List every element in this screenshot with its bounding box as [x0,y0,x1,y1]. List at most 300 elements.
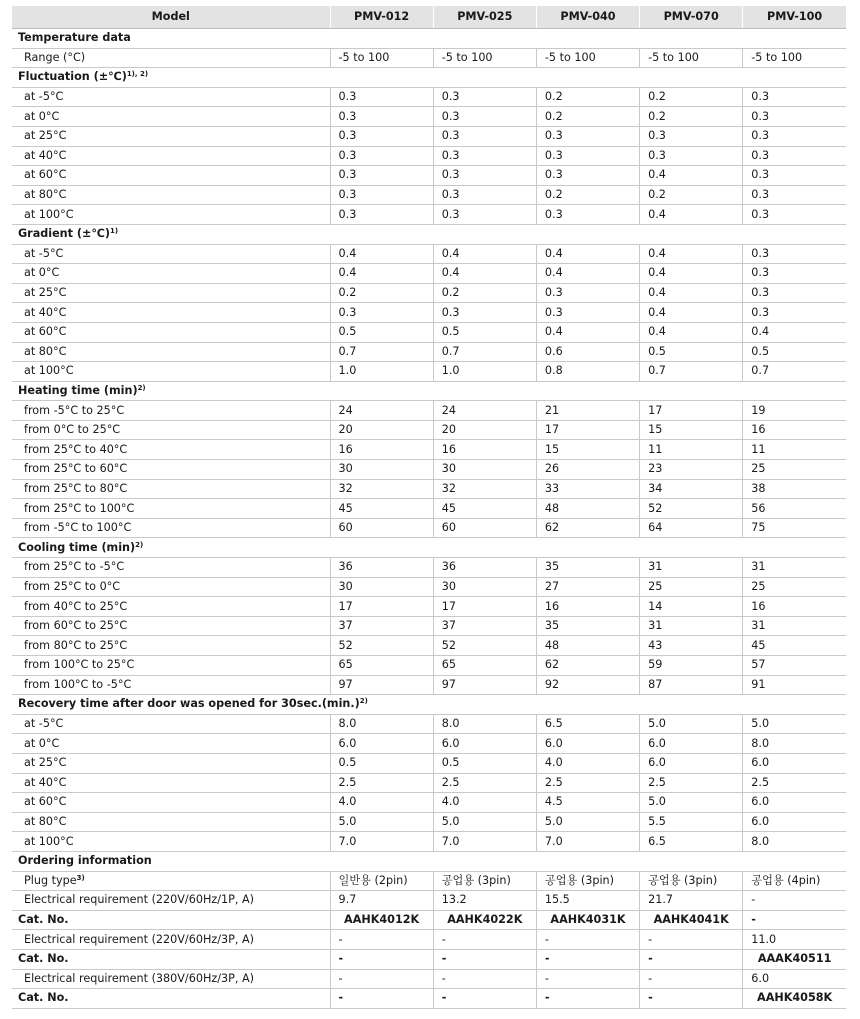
section-title-text: Heating time (min) [18,383,138,397]
value-cell: 45 [433,499,536,519]
value-cell: 87 [640,675,743,695]
value-cell: 0.3 [330,205,433,225]
value-cell: 0.4 [640,322,743,342]
value-cell: 0.3 [330,303,433,323]
row-label [12,420,330,440]
value-cell: 0.4 [536,244,639,264]
value-cell: 4.0 [330,793,433,813]
value-cell: 0.3 [433,166,536,186]
table-row [12,714,846,734]
value-cell: - [330,949,433,969]
value-cell: 31 [640,558,743,578]
row-label [12,675,330,695]
footnote-marker: 1) [110,227,119,236]
footnote-marker: 3) [76,873,85,882]
value-cell: 32 [330,479,433,499]
table-row [12,891,846,911]
row-label-text: at 0°C [24,736,60,750]
value-cell: 30 [433,577,536,597]
table-row [12,362,846,382]
row-label [12,616,330,636]
value-cell: 11.0 [743,930,846,950]
row-label-text: at 80°C [24,188,67,202]
section-title [12,695,846,715]
row-label [12,322,330,342]
value-cell: 0.3 [743,146,846,166]
value-cell: -5 to 100 [536,48,639,68]
value-cell: 33 [536,479,639,499]
value-cell: 5.0 [640,714,743,734]
row-label-text: at 40°C [24,305,67,319]
row-label [12,597,330,617]
footnote-marker: 2) [359,697,368,706]
header-model-4: PMV-070 [640,6,743,29]
row-label-text: Cat. No. [18,952,69,966]
row-label-text: at -5°C [24,90,64,104]
section-title-text: Recovery time after door was opened for 30sec.(min.) [18,697,360,711]
value-cell: 13.2 [433,891,536,911]
value-cell: 30 [433,460,536,480]
value-cell: 0.3 [743,264,846,284]
table-row [12,499,846,519]
table-row [12,185,846,205]
value-cell: 17 [536,420,639,440]
value-cell: 2.5 [433,773,536,793]
row-label-text: at 100°C [24,364,74,378]
value-cell: 56 [743,499,846,519]
row-label [12,714,330,734]
row-label-text: from 80°C to 25°C [24,638,128,652]
row-label [12,949,330,969]
value-cell: 0.4 [330,244,433,264]
value-cell: 0.2 [536,185,639,205]
value-cell: 0.4 [536,322,639,342]
value-cell: 5.0 [330,812,433,832]
value-cell: 35 [536,616,639,636]
value-cell: 65 [330,656,433,676]
value-cell: 0.5 [640,342,743,362]
value-cell: 0.3 [433,303,536,323]
value-cell: 6.0 [743,969,846,989]
value-cell: 24 [330,401,433,421]
cat-no-row [12,910,846,930]
row-label [12,166,330,186]
value-cell: 16 [743,420,846,440]
value-cell: 0.3 [640,146,743,166]
value-cell: 31 [640,616,743,636]
value-cell: 2.5 [330,773,433,793]
value-cell: 0.7 [743,362,846,382]
value-cell: 0.3 [536,283,639,303]
value-cell: 30 [330,577,433,597]
cat-no-row [12,989,846,1009]
value-cell: - [640,949,743,969]
value-cell: - [330,930,433,950]
value-cell: 23 [640,460,743,480]
table-row [12,460,846,480]
value-cell: - [536,969,639,989]
value-cell: - [536,989,639,1009]
value-cell: 30 [330,460,433,480]
table-row [12,244,846,264]
value-cell: 0.3 [743,283,846,303]
row-label-text: at 100°C [24,207,74,221]
row-label-text: Electrical requirement (220V/60Hz/1P, A) [24,893,254,907]
cat-no-row [12,949,846,969]
section-row [12,68,846,88]
section-row [12,538,846,558]
value-cell: 25 [640,577,743,597]
table-row [12,675,846,695]
row-label [12,518,330,538]
value-cell: 6.0 [536,734,639,754]
footnote-marker: 1), 2) [126,70,149,79]
table-row [12,283,846,303]
value-cell: 6.0 [743,753,846,773]
value-cell: 7.0 [330,832,433,852]
value-cell: 36 [433,558,536,578]
row-label-text: from 40°C to 25°C [24,599,128,613]
value-cell: 15 [536,440,639,460]
table-row [12,812,846,832]
value-cell: 21.7 [640,891,743,911]
value-cell: 24 [433,401,536,421]
value-cell: - [536,930,639,950]
row-label-text: at 60°C [24,795,67,809]
row-label [12,832,330,852]
table-row [12,636,846,656]
value-cell: 4.0 [536,753,639,773]
value-cell: 16 [743,597,846,617]
value-cell: - [640,969,743,989]
value-cell: 5.0 [640,793,743,813]
value-cell: 0.4 [640,283,743,303]
row-label-text: Cat. No. [18,913,69,927]
row-label [12,401,330,421]
row-label-text: from 25°C to 80°C [24,481,128,495]
value-cell: - [433,989,536,1009]
section-row [12,29,846,49]
value-cell: 15.5 [536,891,639,911]
value-cell: 0.3 [330,107,433,127]
value-cell: 0.4 [743,322,846,342]
value-cell: 6.5 [640,832,743,852]
table-row [12,420,846,440]
row-label [12,48,330,68]
value-cell: 27 [536,577,639,597]
header-model-5: PMV-100 [743,6,846,29]
value-cell: 14 [640,597,743,617]
value-cell: 0.3 [433,126,536,146]
section-row [12,851,846,871]
table-row [12,303,846,323]
row-label-text: from 100°C to 25°C [24,658,135,672]
value-cell: 19 [743,401,846,421]
row-label-text: from -5°C to 100°C [24,521,132,535]
value-cell: 0.3 [330,126,433,146]
value-cell: 0.3 [433,87,536,107]
value-cell: 8.0 [330,714,433,734]
table-row [12,773,846,793]
table-row [12,558,846,578]
section-title-text: Temperature data [18,31,131,45]
row-label-text: from 60°C to 25°C [24,619,128,633]
table-row [12,401,846,421]
value-cell: 60 [433,518,536,538]
value-cell: 20 [330,420,433,440]
value-cell: 31 [743,558,846,578]
value-cell: 2.5 [743,773,846,793]
section-row [12,224,846,244]
row-label [12,969,330,989]
row-label [12,871,330,891]
value-cell: 0.2 [433,283,536,303]
value-cell: 0.4 [536,264,639,284]
value-cell: 6.0 [640,734,743,754]
row-label [12,636,330,656]
table-row [12,871,846,891]
value-cell: 32 [433,479,536,499]
section-title [12,538,846,558]
value-cell: - [536,949,639,969]
value-cell: - [433,969,536,989]
value-cell: 17 [640,401,743,421]
value-cell: 15 [640,420,743,440]
value-cell: 37 [433,616,536,636]
row-label [12,793,330,813]
value-cell: 0.3 [743,205,846,225]
value-cell: 2.5 [536,773,639,793]
table-row [12,753,846,773]
value-cell: 6.0 [743,793,846,813]
value-cell: 37 [330,616,433,636]
table-row [12,616,846,636]
row-label [12,87,330,107]
table-row [12,597,846,617]
value-cell: 4.0 [433,793,536,813]
value-cell: 0.2 [640,87,743,107]
value-cell: 0.3 [743,87,846,107]
value-cell: 1.0 [330,362,433,382]
value-cell: 0.2 [536,107,639,127]
value-cell: -5 to 100 [743,48,846,68]
value-cell: 62 [536,518,639,538]
row-label [12,146,330,166]
value-cell: 7.0 [536,832,639,852]
value-cell: 0.3 [743,166,846,186]
row-label [12,910,330,930]
row-label-text: at -5°C [24,246,64,260]
value-cell: 0.3 [330,185,433,205]
row-label-text: at 0°C [24,266,60,280]
value-cell: 91 [743,675,846,695]
value-cell: 0.7 [433,342,536,362]
row-label-text: Electrical requirement (220V/60Hz/3P, A) [24,932,254,946]
row-label [12,773,330,793]
row-label-text: from 25°C to 100°C [24,501,135,515]
value-cell: AAHK4012K [330,910,433,930]
section-row [12,381,846,401]
value-cell: 16 [433,440,536,460]
row-label [12,753,330,773]
value-cell: 0.3 [536,146,639,166]
row-label-text: from 100°C to -5°C [24,677,132,691]
section-title [12,224,846,244]
value-cell: 0.4 [640,205,743,225]
row-label-text: at 60°C [24,168,67,182]
row-label-text: at -5°C [24,717,64,731]
value-cell: 공업용 (4pin) [743,871,846,891]
footnote-marker: 2) [135,540,144,549]
value-cell: 2.5 [640,773,743,793]
section-row [12,695,846,715]
row-label-text: from -5°C to 25°C [24,403,125,417]
value-cell: 16 [330,440,433,460]
table-row [12,342,846,362]
value-cell: 4.5 [536,793,639,813]
row-label-text: at 40°C [24,775,67,789]
value-cell: 7.0 [433,832,536,852]
value-cell: 0.4 [330,264,433,284]
table-row [12,107,846,127]
row-label [12,342,330,362]
value-cell: 0.3 [330,166,433,186]
value-cell: 0.7 [330,342,433,362]
value-cell: - [433,930,536,950]
value-cell: 0.5 [330,322,433,342]
value-cell: -5 to 100 [640,48,743,68]
row-label-text: at 60°C [24,325,67,339]
value-cell: 0.3 [433,107,536,127]
value-cell: 0.3 [536,126,639,146]
value-cell: - [330,969,433,989]
value-cell: 일반용 (2pin) [330,871,433,891]
row-label-text: from 0°C to 25°C [24,423,121,437]
table-row [12,479,846,499]
row-label [12,558,330,578]
value-cell: 11 [640,440,743,460]
value-cell: 0.4 [640,303,743,323]
value-cell: 17 [433,597,536,617]
row-label [12,656,330,676]
value-cell: 0.3 [536,166,639,186]
row-label-text: at 25°C [24,286,67,300]
row-label-text: from 25°C to 60°C [24,462,128,476]
value-cell: 0.4 [433,264,536,284]
table-row [12,969,846,989]
row-label-text: from 25°C to 40°C [24,442,128,456]
table-row [12,930,846,950]
row-label-text: at 100°C [24,834,74,848]
value-cell: - [743,910,846,930]
value-cell: 43 [640,636,743,656]
row-label [12,499,330,519]
table-row [12,205,846,225]
value-cell: 97 [330,675,433,695]
row-label-text: at 40°C [24,148,67,162]
value-cell: 65 [433,656,536,676]
row-label [12,244,330,264]
table-row [12,322,846,342]
row-label-text: Range (°C) [24,50,86,64]
value-cell: 0.3 [640,126,743,146]
value-cell: 6.0 [743,812,846,832]
value-cell: 0.3 [743,244,846,264]
value-cell: 0.5 [743,342,846,362]
value-cell: 34 [640,479,743,499]
section-title-text: Ordering information [18,854,152,868]
row-label [12,577,330,597]
spec-body [12,29,846,1009]
section-title-text: Fluctuation (±℃) [18,70,127,84]
row-label [12,264,330,284]
value-cell: 0.3 [330,146,433,166]
row-label [12,460,330,480]
value-cell: 5.0 [536,812,639,832]
footnote-marker: 2) [137,383,146,392]
value-cell: 0.7 [640,362,743,382]
value-cell: -5 to 100 [330,48,433,68]
value-cell: 5.5 [640,812,743,832]
value-cell: 0.5 [433,753,536,773]
value-cell: 25 [743,577,846,597]
value-cell: 9.7 [330,891,433,911]
value-cell: 38 [743,479,846,499]
value-cell: 31 [743,616,846,636]
value-cell: 8.0 [743,734,846,754]
value-cell: 공업용 (3pin) [536,871,639,891]
table-row [12,126,846,146]
value-cell: 52 [640,499,743,519]
table-row [12,656,846,676]
value-cell: 21 [536,401,639,421]
row-label [12,891,330,911]
value-cell: - [743,891,846,911]
value-cell: AAAK40511 [743,949,846,969]
value-cell: 97 [433,675,536,695]
row-label [12,362,330,382]
header-model-3: PMV-040 [536,6,639,29]
value-cell: 6.0 [433,734,536,754]
value-cell: 공업용 (3pin) [433,871,536,891]
value-cell: 0.4 [640,264,743,284]
table-row [12,518,846,538]
value-cell: 0.3 [536,303,639,323]
value-cell: 5.0 [743,714,846,734]
table-row [12,793,846,813]
row-label [12,126,330,146]
row-label [12,185,330,205]
section-title [12,29,846,49]
table-row [12,87,846,107]
table-row [12,734,846,754]
row-label-text: Electrical requirement (380V/60Hz/3P, A) [24,971,254,985]
value-cell: - [640,989,743,1009]
value-cell: 17 [330,597,433,617]
value-cell: 25 [743,460,846,480]
value-cell: 0.2 [640,185,743,205]
value-cell: 16 [536,597,639,617]
value-cell: 0.3 [743,107,846,127]
value-cell: 1.0 [433,362,536,382]
row-label [12,205,330,225]
value-cell: 0.2 [536,87,639,107]
value-cell: 20 [433,420,536,440]
row-label [12,479,330,499]
table-row [12,440,846,460]
value-cell: 11 [743,440,846,460]
value-cell: 0.3 [536,205,639,225]
